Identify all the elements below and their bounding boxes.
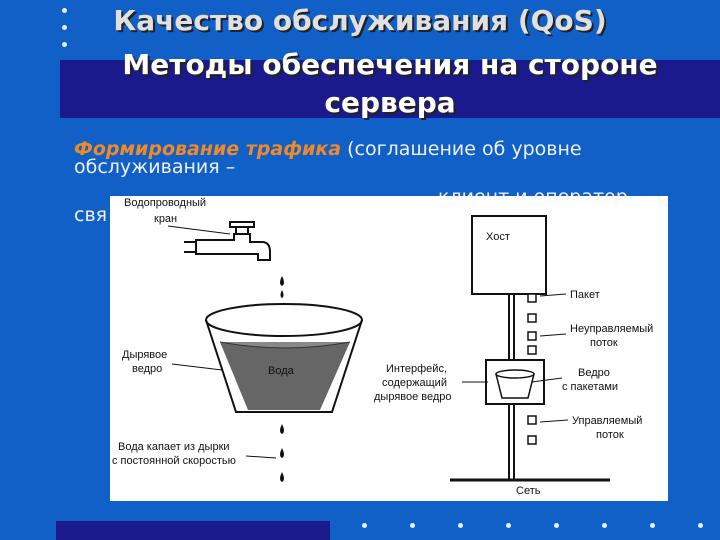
interface-label-1: Интерфейс, — [386, 363, 447, 375]
bucket-packets-label-2: с пакетами — [562, 381, 619, 393]
drop-icon — [280, 424, 284, 434]
slide-title: Качество обслуживания (QoS) — [113, 4, 607, 37]
unregulated-label-1: Неуправляемый — [570, 323, 654, 335]
bucket-label-2: ведро — [132, 363, 163, 375]
host-label: Хост — [486, 231, 510, 243]
regulated-label-2: поток — [596, 429, 624, 441]
packet-icon — [528, 294, 536, 302]
packet-icon — [528, 416, 536, 424]
unregulated-label-2: поток — [590, 337, 618, 349]
slide-subtitle: Методы обеспечения на стороне сервера — [122, 48, 658, 119]
drip-label-1: Вода капает из дырки — [118, 441, 230, 453]
packet-icon — [528, 332, 536, 340]
network-label: Сеть — [516, 485, 541, 497]
leaky-bucket-diagram — [110, 196, 668, 501]
regulated-label-1: Управляемый — [572, 415, 643, 427]
decorative-dots-bottom — [352, 523, 712, 531]
host-box — [472, 216, 546, 294]
water-label: Вода — [268, 365, 294, 377]
bucket-label-1: Дырявое — [122, 349, 168, 361]
packet-icon — [528, 314, 536, 322]
faucet-icon — [184, 222, 270, 260]
drop-icon — [280, 276, 284, 286]
faucet-label-1: Водопроводный — [124, 197, 207, 209]
drop-icon — [280, 448, 284, 458]
drip-label-2: с постоянной скоростью — [112, 455, 236, 467]
faucet-pointer — [168, 226, 230, 234]
packet-icon — [528, 346, 536, 354]
bottom-band — [56, 521, 330, 540]
leaky-bucket-figure — [110, 196, 668, 501]
interface-label-2: содержащий — [382, 377, 447, 389]
drop-icon — [280, 472, 284, 482]
body-rest: (соглашение об уровне — [341, 138, 582, 160]
packet-label: Пакет — [570, 289, 600, 301]
interface-label-3: дырявое ведро — [374, 391, 452, 403]
body-line-2: обслуживания – — [74, 156, 236, 178]
drop-icon — [281, 290, 284, 298]
faucet-label-2: кран — [154, 213, 178, 225]
bucket-packets-label-1: Ведро — [578, 367, 610, 379]
body-emphasis: Формирование трафика — [74, 138, 342, 160]
bucket-icon — [206, 304, 362, 412]
packet-icon — [528, 436, 536, 444]
body-line-3-left: свя — [74, 204, 108, 226]
